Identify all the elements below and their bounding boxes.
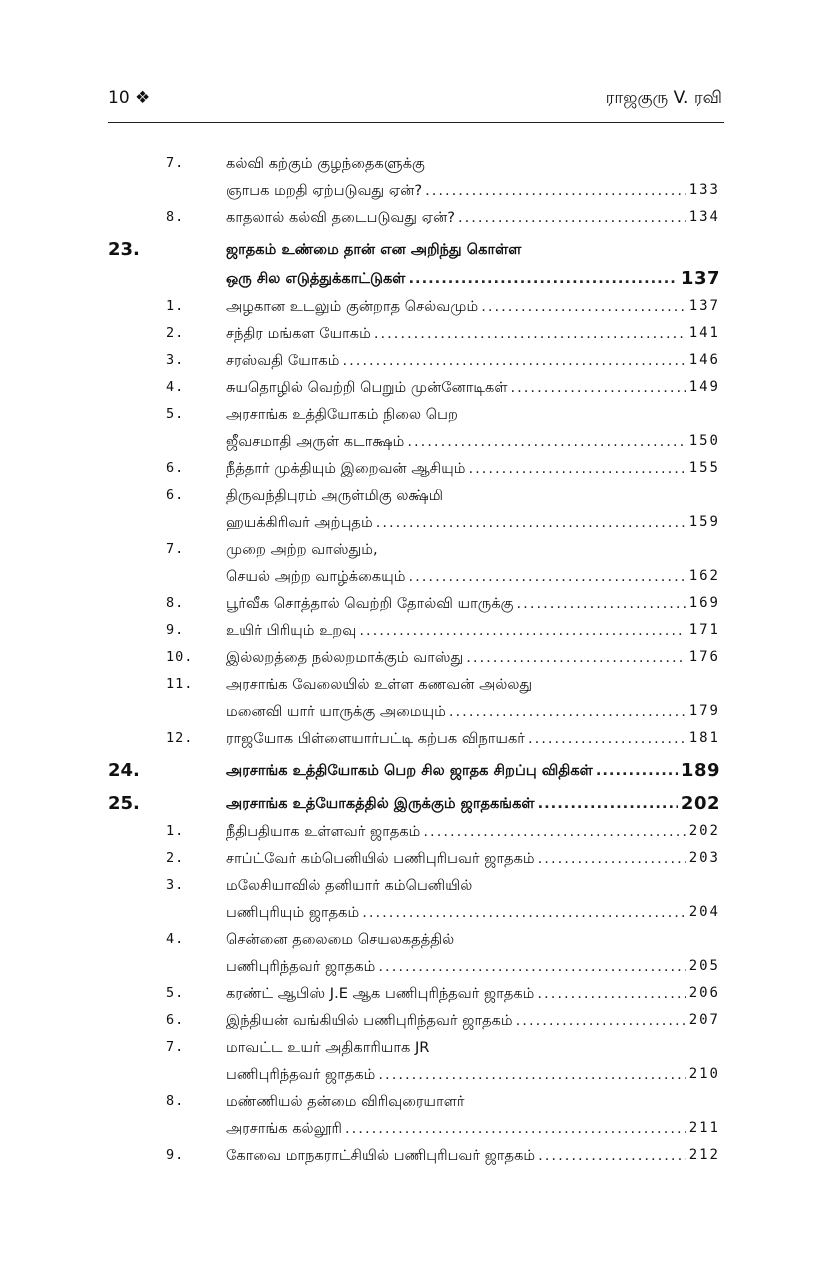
entry-number: 6. [166, 487, 185, 503]
entry-title: இந்தியன் வங்கியில் பணிபுரிந்தவர் ஜாதகம் [226, 1012, 513, 1029]
entry-title: மலேசியாவில் தனியார் கம்பெனியில் [226, 877, 473, 894]
toc-section-line [108, 789, 720, 818]
entry-title: அரசாங்க உத்தியோகம் பெற சில ஜாதக சிறப்பு விதிகள் [226, 762, 593, 779]
toc-entry-line [108, 482, 720, 509]
entry-title: இல்லறத்தை நல்லறமாக்கும் வாஸ்து [226, 649, 464, 666]
dot-leader [359, 617, 685, 644]
dot-leader [407, 428, 685, 455]
toc-entry-line [108, 617, 720, 644]
page-ref: 149 [688, 379, 720, 395]
page-ref: 210 [688, 1066, 720, 1082]
dot-leader [596, 756, 678, 785]
dot-leader [376, 509, 686, 536]
entry-number: 1. [166, 823, 185, 839]
toc-entry-line [108, 1061, 720, 1088]
dot-leader [517, 590, 686, 617]
dot-leader [374, 320, 686, 347]
page-ref: 134 [688, 209, 720, 225]
entry-number: 5. [166, 406, 185, 422]
entry-title: ஜீவசமாதி அருள் கடாக்ஷம் [226, 433, 405, 450]
dot-leader [481, 293, 686, 320]
entry-title: ஞாபக மறதி ஏற்படுவது ஏன்? [226, 182, 423, 199]
toc-entry-line [108, 644, 720, 671]
toc-entry-line [108, 899, 720, 926]
toc-entry-line [108, 509, 720, 536]
dot-leader [537, 980, 685, 1007]
entry-title: காதலால் கல்வி தடைபடுவது ஏன்? [226, 209, 455, 226]
page-ref: 162 [688, 568, 720, 584]
entry-number: 12. [166, 730, 194, 746]
entry-title: சென்னை தலைமை செயலகதத்தில் [226, 931, 455, 948]
toc-entry-line [108, 204, 720, 231]
entry-number: 2. [166, 850, 185, 866]
dot-leader [511, 374, 686, 401]
entry-title: செயல் அற்ற வாழ்க்கையும் [226, 568, 406, 585]
entry-title: பணிபுரிந்தவர் ஜாதகம் [226, 958, 376, 975]
section-number: 23. [108, 239, 140, 260]
entry-number: 8. [166, 1093, 185, 1109]
toc-entry-line [108, 455, 720, 482]
toc-entry-line [108, 401, 720, 428]
entry-number: 7. [166, 1039, 185, 1055]
entry-number: 3. [166, 877, 185, 893]
dot-leader [378, 953, 685, 980]
entry-title: உயிர் பிரியும் உறவு [226, 622, 357, 639]
page-ref: 137 [680, 268, 720, 289]
entry-number: 4. [166, 931, 185, 947]
page-ref: 206 [688, 985, 720, 1001]
toc-section-line [108, 235, 720, 264]
toc-entry-line [108, 150, 720, 177]
page-ref: 181 [688, 730, 720, 746]
entry-title: ஒரு சில எடுத்துக்காட்டுகள் [226, 270, 406, 287]
toc-entry-line [108, 953, 720, 980]
toc-entry-line [108, 320, 720, 347]
entry-title: கோவை மாநகராட்சியில் பணிபுரிபவர் ஜாதகம் [226, 1147, 536, 1164]
toc-entry-line [108, 1034, 720, 1061]
entry-number: 9. [166, 622, 185, 638]
toc-entry-line [108, 374, 720, 401]
entry-number: 3. [166, 352, 185, 368]
entry-title: ஹயக்கிரிவர் அற்புதம் [226, 514, 373, 531]
page-ref: 176 [688, 649, 720, 665]
toc-entry-line [108, 1115, 720, 1142]
entry-number: 8. [166, 595, 185, 611]
entry-title: மனைவி யார் யாருக்கு அமையும் [226, 703, 446, 720]
entry-title: நீதிபதியாக உள்ளவர் ஜாதகம் [226, 823, 421, 840]
toc-section-line [108, 264, 720, 293]
page-ref: 133 [688, 182, 720, 198]
entry-number: 7. [166, 541, 185, 557]
book-title: ராஜகுரு V. ரவி [605, 88, 722, 108]
entry-number: 8. [166, 209, 185, 225]
toc-entry-line [108, 926, 720, 953]
toc-section-line [108, 756, 720, 785]
toc-entry-line [108, 671, 720, 698]
page-ref: 205 [688, 958, 720, 974]
entry-number: 6. [166, 1012, 185, 1028]
entry-title: மாவட்ட உயர் அதிகாரியாக JR [226, 1039, 430, 1056]
entry-title: ராஜயோக பிள்ளையார்பட்டி கற்பக விநாயகர் [226, 730, 525, 747]
dot-leader [466, 644, 685, 671]
entry-title: பூர்வீக சொத்தால் வெற்றி தோல்வி யாருக்கு [226, 595, 514, 612]
toc-entry-line [108, 1007, 720, 1034]
section-number: 25. [108, 793, 140, 814]
toc-entry-line [108, 845, 720, 872]
toc-entry-line [108, 428, 720, 455]
dot-leader [378, 1061, 685, 1088]
page-ref: 150 [688, 433, 720, 449]
dot-leader [409, 563, 686, 590]
toc-entry-line [108, 872, 720, 899]
page-ref: 141 [688, 325, 720, 341]
dot-leader [345, 1115, 686, 1142]
page-ref: 171 [688, 622, 720, 638]
dot-leader [342, 347, 685, 374]
page-ref: 202 [688, 823, 720, 839]
entry-title: அரசாங்க வேலையில் உள்ள கணவன் அல்லது [226, 676, 533, 693]
entry-title: சந்திர மங்கள யோகம் [226, 325, 371, 342]
entry-number: 1. [166, 298, 185, 314]
toc-entry-line [108, 536, 720, 563]
dot-leader [468, 455, 685, 482]
page-ref: 204 [688, 904, 720, 920]
entry-number: 10. [166, 649, 194, 665]
entry-title: நீத்தார் முக்தியும் இறைவன் ஆசியும் [226, 460, 466, 477]
page-ref: 211 [688, 1120, 720, 1136]
toc-entry-line [108, 725, 720, 752]
dot-leader [449, 698, 686, 725]
toc-entry-line [108, 818, 720, 845]
header-rule [108, 122, 724, 123]
page-header [108, 88, 724, 120]
dot-leader [538, 1142, 686, 1169]
toc-entry-line [108, 347, 720, 374]
dot-leader [516, 1007, 686, 1034]
entry-title: ஜாதகம் உண்மை தான் என அறிந்து கொள்ள [226, 241, 522, 258]
page-ref: 159 [688, 514, 720, 530]
entry-number: 11. [166, 676, 194, 692]
toc-entry-line [108, 1142, 720, 1169]
toc-entry-line [108, 698, 720, 725]
entry-title: அழகான உடலும் குன்றாத செல்வமும் [226, 298, 479, 315]
entry-title: முறை அற்ற வாஸ்தும், [226, 541, 378, 558]
toc-entry-line [108, 980, 720, 1007]
toc-entry-line [108, 293, 720, 320]
dot-leader [425, 177, 686, 204]
toc-entry-line [108, 563, 720, 590]
section-number: 24. [108, 760, 140, 781]
dot-leader [538, 789, 678, 818]
entry-title: சாப்ட்வேர் கம்பெனியில் பணிபுரிபவர் ஜாதகம் [226, 850, 535, 867]
dot-leader [362, 899, 685, 926]
page-ref: 203 [688, 850, 720, 866]
entry-title: சரஸ்வதி யோகம் [226, 352, 340, 369]
entry-number: 5. [166, 985, 185, 1001]
dot-leader [528, 725, 686, 752]
page-ref: 202 [680, 793, 720, 814]
page-ref: 169 [688, 595, 720, 611]
page-number: 10 ❖ [108, 88, 151, 108]
entry-title: அரசாங்க உத்தியோகம் நிலை பெற [226, 406, 458, 423]
entry-title: அரசாங்க கல்லூரி [226, 1120, 343, 1137]
page-ref: 146 [688, 352, 720, 368]
entry-title: பணிபுரிந்தவர் ஜாதகம் [226, 1066, 376, 1083]
entry-title: சுயதொழில் வெற்றி பெறும் முன்னோடிகள் [226, 379, 508, 396]
entry-number: 9. [166, 1147, 185, 1163]
table-of-contents [108, 150, 720, 1169]
page-ref: 137 [688, 298, 720, 314]
entry-number: 6. [166, 460, 185, 476]
page-ref: 179 [688, 703, 720, 719]
toc-entry-line [108, 177, 720, 204]
entry-title: திருவந்திபுரம் அருள்மிகு லக்ஷ்மி [226, 487, 444, 504]
entry-title: மண்ணியல் தன்மை விரிவுரையாளர் [226, 1093, 465, 1110]
entry-title: கல்வி கற்கும் குழந்தைகளுக்கு [226, 155, 425, 172]
page-ref: 155 [688, 460, 720, 476]
entry-number: 2. [166, 325, 185, 341]
entry-title: அரசாங்க உத்யோகத்தில் இருக்கும் ஜாதகங்கள் [226, 795, 535, 812]
toc-entry-line [108, 590, 720, 617]
page-ref: 212 [688, 1147, 720, 1163]
dot-leader [423, 818, 685, 845]
page-ref: 189 [680, 760, 720, 781]
dot-leader [458, 204, 686, 231]
dot-leader [538, 845, 686, 872]
entry-number: 7. [166, 155, 185, 171]
toc-entry-line [108, 1088, 720, 1115]
entry-title: கரண்ட் ஆபிஸ் J.E ஆக பணிபுரிந்தவர் ஜாதகம் [226, 985, 535, 1002]
entry-number: 4. [166, 379, 185, 395]
entry-title: பணிபுரியும் ஜாதகம் [226, 904, 360, 921]
page-ref: 207 [688, 1012, 720, 1028]
dot-leader [408, 264, 677, 293]
